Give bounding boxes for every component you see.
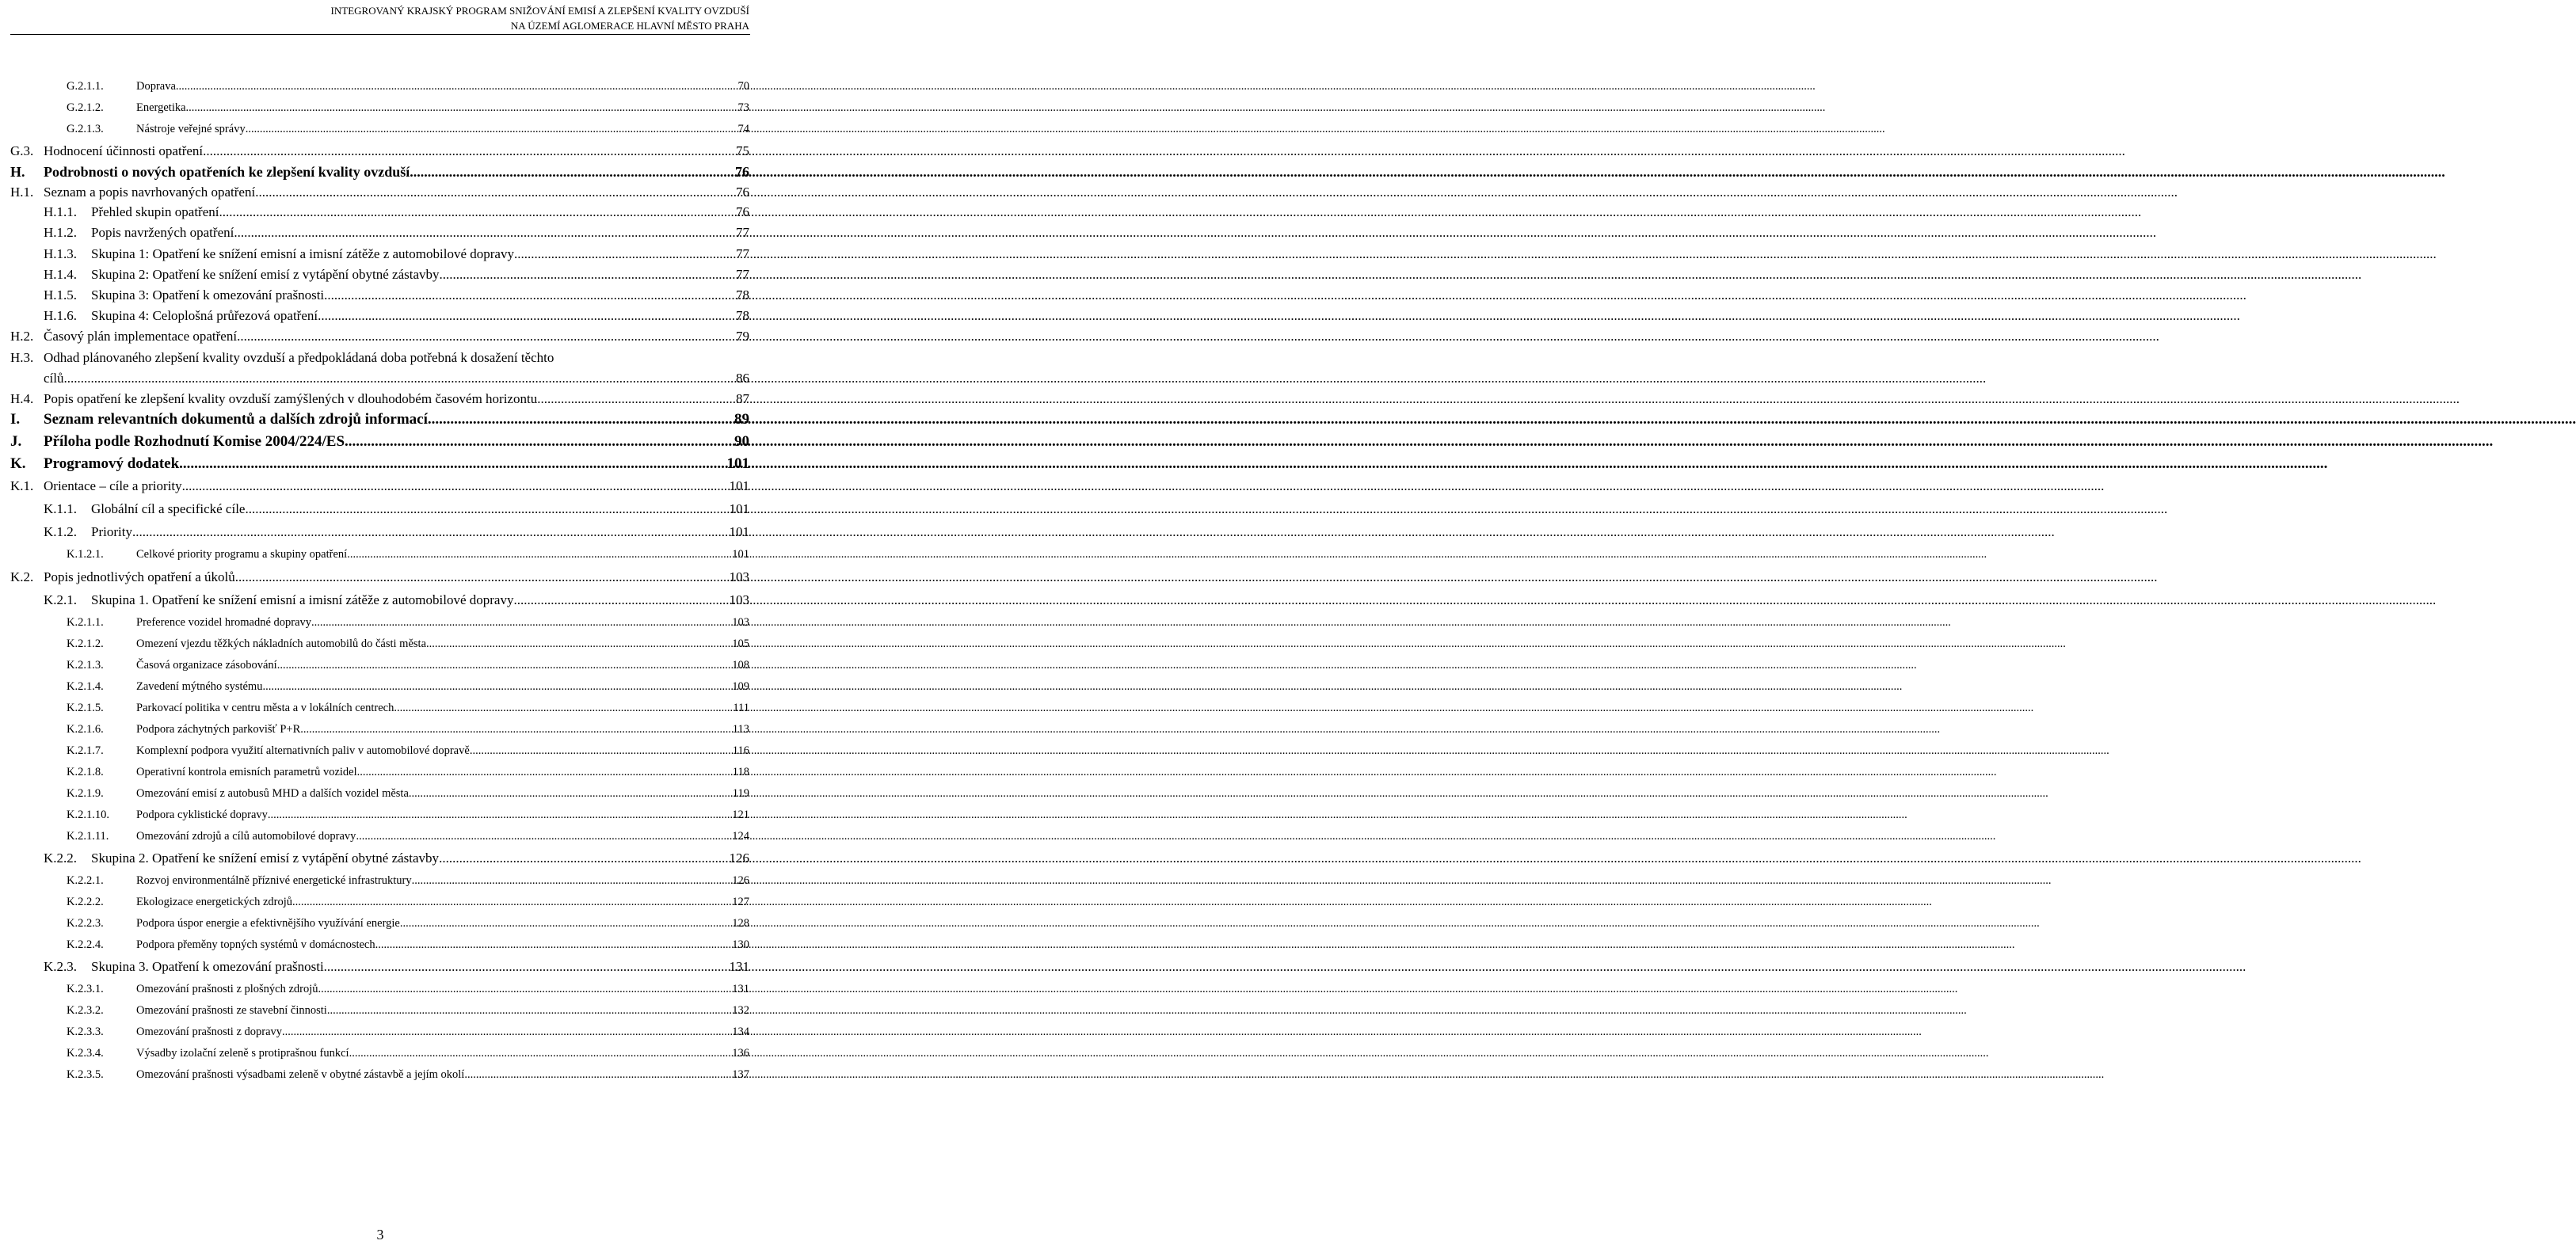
toc-title: Rozvoj environmentálně příznivé energetické infrastruktury (136, 874, 412, 887)
toc-page: 126 (732, 874, 749, 887)
toc-entry[interactable] (67, 123, 749, 136)
toc-entry[interactable] (44, 524, 749, 540)
toc-page: 76 (736, 185, 749, 200)
toc-entry[interactable] (44, 225, 749, 241)
toc-title: Výsadby izolační zeleně s protiprašnou funkcí (136, 1047, 349, 1060)
toc-number: K.2.1.2. (67, 637, 104, 650)
toc-number: K.2.1. (44, 592, 78, 607)
toc-number: I. (10, 411, 21, 428)
toc-title: Časový plán implementace opatření (44, 329, 238, 344)
toc-title: Skupina 1. Opatření ke snížení emisní a imisní zátěže z automobilové dopravy (91, 592, 514, 607)
toc-entry[interactable] (44, 267, 749, 283)
toc-page: 105 (732, 637, 749, 650)
toc-number: G.2.1.3. (67, 123, 104, 135)
toc-entry[interactable] (10, 455, 749, 473)
toc-entry[interactable] (67, 874, 749, 888)
header-line-2: NA ÚZEMÍ AGLOMERACE HLAVNÍ MĚSTO PRAHA (510, 20, 749, 32)
toc-entry[interactable] (67, 1004, 749, 1018)
toc-page: 70 (737, 80, 749, 93)
toc-number: K.2.3.3. (67, 1026, 104, 1038)
toc-title: Podrobnosti o nových opatřeních ke zlepšení kvality ovzduší (44, 164, 410, 180)
toc-number: K.1.1. (44, 501, 78, 516)
toc-entry[interactable] (44, 204, 749, 220)
toc-title: Omezování prašnosti z plošných zdrojů (136, 983, 318, 995)
toc-title: Podpora přeměny topných systémů v domácnostech (136, 938, 375, 951)
toc-title: Energetika (136, 101, 186, 114)
toc-title: Doprava (136, 80, 176, 93)
toc-number: K.2.1.3. (67, 659, 104, 672)
toc-page: 103 (732, 616, 749, 629)
toc-entry[interactable] (67, 896, 749, 909)
toc-title: Ekologizace energetických zdrojů (136, 896, 293, 908)
toc-number: K.1.2. (44, 524, 78, 539)
header-line-1: INTEGROVANÝ KRAJSKÝ PROGRAM SNIŽOVÁNÍ EMISÍ A ZLEPŠENÍ KVALITY OVZDUŠÍ (330, 5, 749, 17)
toc-entry[interactable] (44, 501, 749, 517)
toc-entry[interactable] (10, 478, 749, 494)
toc-number: K.2.1.10. (67, 809, 109, 821)
toc-page: 89 (734, 411, 749, 428)
toc-entry[interactable] (67, 983, 749, 996)
toc-page: 76 (735, 164, 749, 180)
toc-page: 116 (732, 744, 749, 757)
toc-title: Komplexní podpora využití alternativních paliv v automobilové dopravě (136, 744, 470, 757)
toc-page: 130 (732, 938, 749, 951)
toc-entry[interactable] (67, 659, 749, 672)
toc-entry[interactable] (67, 766, 749, 779)
toc-title: Seznam relevantních dokumentů a dalších zdrojů informací (44, 411, 428, 428)
toc-number: K.2.3.5. (67, 1068, 104, 1081)
toc-entry-line-1[interactable] (10, 350, 749, 366)
toc-page: 118 (732, 766, 749, 778)
toc-entry[interactable] (44, 959, 749, 975)
toc-number: K. (10, 455, 26, 472)
toc-number: H.1.4. (44, 267, 78, 282)
toc-title: Skupina 4: Celoplošná průřezová opatření (91, 308, 318, 323)
toc-number: K.2.2. (44, 851, 78, 866)
toc-entry[interactable] (44, 851, 749, 866)
toc-page: 75 (736, 143, 749, 158)
toc-number: K.2.3.4. (67, 1047, 104, 1060)
toc-number: H.1.6. (44, 308, 78, 323)
toc-title: Orientace – cíle a priority (44, 478, 182, 493)
toc-number: H.4. (10, 391, 34, 406)
toc-page: 101 (729, 478, 749, 493)
toc-page: 101 (729, 524, 749, 539)
toc-entry[interactable] (44, 592, 749, 608)
toc-page: 131 (732, 983, 749, 995)
toc-entry[interactable] (67, 809, 749, 822)
toc-page: 74 (737, 123, 749, 135)
toc-number: K.2.2.2. (67, 896, 104, 908)
toc-number: K.2.3.2. (67, 1004, 104, 1017)
toc-page: 124 (732, 830, 749, 843)
toc-page: 134 (732, 1026, 749, 1038)
toc-entry[interactable] (67, 80, 749, 93)
toc-entry[interactable] (67, 938, 749, 952)
toc-entry[interactable] (10, 411, 749, 428)
toc-entry[interactable] (67, 1068, 749, 1082)
toc-page: 101 (726, 455, 749, 472)
toc-entry[interactable] (67, 702, 749, 715)
toc-number: K.2.1.11. (67, 830, 109, 843)
toc-page: 111 (733, 702, 749, 714)
toc-number: H. (10, 164, 25, 180)
toc-number: H.3. (10, 350, 34, 365)
toc-number: K.1. (10, 478, 34, 493)
toc-title: Omezování zdrojů a cílů automobilové dopravy (136, 830, 356, 843)
toc-title: Globální cíl a specifické cíle (91, 501, 246, 516)
toc-title: Omezování prašnosti výsadbami zeleně v obytné zástavbě a jejím okolí (136, 1068, 465, 1081)
toc-number: H.1.3. (44, 246, 78, 261)
toc-entry[interactable] (10, 164, 749, 181)
toc-page: 79 (736, 329, 749, 344)
toc-page: 87 (736, 391, 749, 406)
toc-page: 78 (736, 287, 749, 303)
toc-entry[interactable] (67, 830, 749, 843)
toc-page: 121 (732, 809, 749, 821)
toc-entry[interactable] (10, 185, 749, 200)
toc-entry[interactable] (44, 287, 749, 303)
toc-entry[interactable] (67, 787, 749, 801)
toc-entry[interactable] (67, 744, 749, 758)
toc-page: 90 (734, 433, 749, 450)
toc-title: Seznam a popis navrhovaných opatření (44, 185, 256, 200)
toc-number: K.2.1.1. (67, 616, 104, 629)
toc-number: K.2.1.5. (67, 702, 104, 714)
toc-number: G.3. (10, 143, 34, 158)
page-number: 3 (376, 1227, 384, 1242)
toc-page: 76 (736, 204, 749, 219)
toc-entry[interactable] (10, 329, 749, 344)
toc-title: Celkové priority programu a skupiny opatření (136, 548, 348, 561)
toc-page: 109 (732, 680, 749, 693)
toc-page: 127 (732, 896, 749, 908)
toc-entry[interactable] (10, 569, 749, 585)
toc-page: 108 (732, 659, 749, 672)
toc-title: Příloha podle Rozhodnutí Komise 2004/224/ES (44, 433, 345, 450)
toc-page: 137 (732, 1068, 749, 1081)
toc-title: Podpora úspor energie a efektivnějšího využívání energie (136, 917, 400, 930)
toc-title: Zavedení mýtného systému (136, 680, 263, 693)
toc-entry[interactable] (67, 548, 749, 561)
toc-title: Skupina 3. Opatření k omezování prašnosti (91, 959, 324, 974)
toc-number: K.2.1.9. (67, 787, 104, 800)
toc-page: 119 (732, 787, 749, 800)
toc-number: G.2.1.2. (67, 101, 104, 114)
toc-number: G.2.1.1. (67, 80, 104, 93)
toc-page: 77 (736, 225, 749, 240)
toc-page: 78 (736, 308, 749, 323)
toc-page: 73 (737, 101, 749, 114)
toc-title: Popis opatření ke zlepšení kvality ovzduší zamýšlených v dlouhodobém časovém horizontu (44, 391, 538, 406)
toc-title: Podpora cyklistické dopravy (136, 809, 268, 821)
toc-title: Operativní kontrola emisních parametrů vozidel (136, 766, 357, 778)
toc-entry[interactable] (44, 246, 749, 262)
toc-number: K.2. (10, 569, 34, 584)
toc-title: Popis jednotlivých opatření a úkolů (44, 569, 235, 584)
toc-page: 131 (729, 959, 749, 974)
toc-page: 126 (729, 851, 749, 866)
toc-entry[interactable] (67, 680, 749, 694)
toc-title: Omezování prašnosti z dopravy (136, 1026, 283, 1038)
toc-number: K.2.1.8. (67, 766, 104, 778)
toc-number: H.1.2. (44, 225, 78, 240)
toc-title: Omezování emisí z autobusů MHD a dalších vozidel města (136, 787, 409, 800)
toc-number: K.1.2.1. (67, 548, 104, 561)
toc-title: Omezování prašnosti ze stavební činnosti (136, 1004, 327, 1017)
toc-title: Nástroje veřejné správy (136, 123, 246, 135)
toc-number: H.1.1. (44, 204, 78, 219)
toc-page: 101 (732, 548, 749, 561)
toc-title: Odhad plánovaného zlepšení kvality ovzduší a předpokládaná doba potřebná k dosažení těchto (44, 350, 554, 365)
toc-number: K.2.3.1. (67, 983, 104, 995)
running-header (331, 3, 749, 33)
toc-title: Časová organizace zásobování (136, 659, 277, 672)
toc-page: 132 (732, 1004, 749, 1017)
toc-entry[interactable] (10, 143, 749, 159)
toc-entry[interactable] (67, 1047, 749, 1060)
toc-entry[interactable] (10, 433, 749, 451)
toc-page: 86 (736, 371, 749, 386)
toc-title: Programový dodatek (44, 455, 180, 472)
header-rule (10, 34, 750, 35)
toc-title: Přehled skupin opatření (91, 204, 219, 219)
toc-page: 128 (732, 917, 749, 930)
toc-number: H.2. (10, 329, 34, 344)
toc-number: K.2.2.4. (67, 938, 104, 951)
toc-title: Preference vozidel hromadné dopravy (136, 616, 312, 629)
toc-title: Skupina 3: Opatření k omezování prašnosti (91, 287, 325, 303)
toc-page: 136 (732, 1047, 749, 1060)
toc-number: J. (10, 433, 22, 450)
toc-title: Parkovací politika v centru města a v lokálních centrech (136, 702, 394, 714)
toc-title: Skupina 2. Opatření ke snížení emisí z vytápění obytné zástavby (91, 851, 440, 866)
toc-title: Popis navržených opatření (91, 225, 234, 240)
toc-number: K.2.1.7. (67, 744, 104, 757)
toc-entry[interactable] (67, 1026, 749, 1039)
toc-page: 103 (729, 569, 749, 584)
toc-entry[interactable] (67, 637, 749, 651)
toc-number: H.1.5. (44, 287, 78, 303)
toc-entry[interactable] (67, 101, 749, 115)
toc-entry-line-2[interactable] (44, 371, 749, 386)
toc-entry[interactable] (67, 616, 749, 630)
toc-number: H.1. (10, 185, 34, 200)
toc-entry[interactable] (44, 308, 749, 324)
toc-page: 77 (736, 246, 749, 261)
toc-title: Skupina 2: Opatření ke snížení emisí z vytápění obytné zástavby (91, 267, 440, 282)
toc-page: 101 (729, 501, 749, 516)
toc-title: Priority (91, 524, 132, 539)
toc-number: K.2.2.3. (67, 917, 104, 930)
toc-entry[interactable] (67, 723, 749, 736)
toc-number: K.2.1.4. (67, 680, 104, 693)
toc-page: 113 (732, 723, 749, 736)
toc-number: K.2.2.1. (67, 874, 104, 887)
toc-title: Hodnocení účinnosti opatření (44, 143, 204, 158)
toc-title: Podpora záchytných parkovišť P+R (136, 723, 301, 736)
toc-number: K.2.3. (44, 959, 78, 974)
toc-title-continued: cílů (44, 371, 64, 386)
toc-page: 77 (736, 267, 749, 282)
toc-entry[interactable] (67, 917, 749, 930)
toc-entry[interactable] (10, 391, 749, 407)
toc-title: Omezení vjezdu těžkých nákladních automobilů do části města (136, 637, 427, 650)
toc-page: 103 (729, 592, 749, 607)
toc-number: K.2.1.6. (67, 723, 104, 736)
toc-title: Skupina 1: Opatření ke snížení emisní a imisní zátěže z automobilové dopravy (91, 246, 514, 261)
